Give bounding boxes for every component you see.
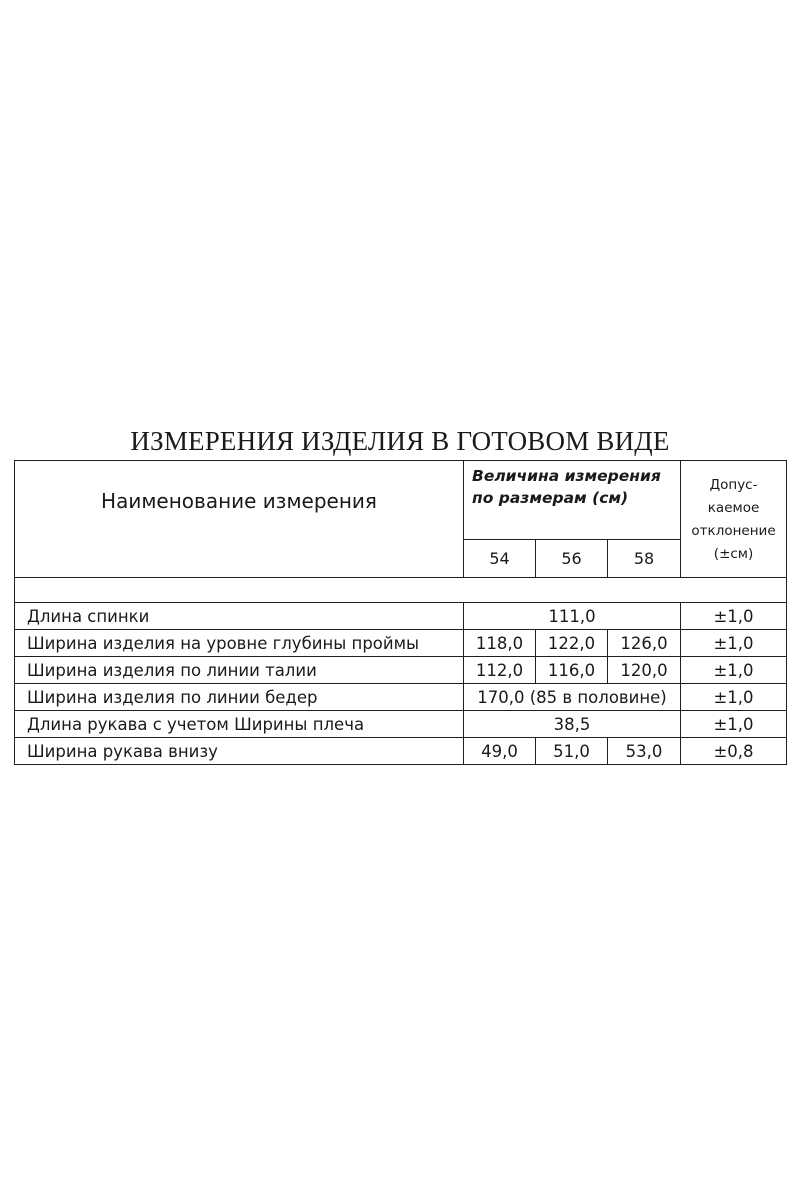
header-sizes: [464, 461, 681, 540]
tolerance-value: ±0,8: [681, 738, 787, 765]
header-sizes-line1: Величина измерения: [472, 467, 661, 485]
measurement-value-58: 53,0: [608, 738, 681, 765]
header-tolerance-line1: Допус-: [709, 477, 758, 493]
measurement-value-58: 120,0: [608, 657, 681, 684]
header-tolerance-line4: (±см): [713, 546, 754, 562]
measurement-name: Ширина рукава внизу: [15, 738, 464, 765]
tolerance-value: ±1,0: [681, 603, 787, 630]
table-row: [15, 630, 787, 657]
measurement-name: Длина рукава с учетом Ширины плеча: [15, 711, 464, 738]
measurement-value-54: 112,0: [464, 657, 536, 684]
header-sizes-line2: по размерам (см): [472, 489, 629, 507]
measurement-value-all-sizes: 38,5: [464, 711, 681, 738]
measurement-value-56: 122,0: [536, 630, 608, 657]
measurements-table: [14, 460, 787, 765]
size-54: 54: [464, 540, 536, 578]
spacer-cell: [15, 578, 787, 603]
measurement-value-54: 49,0: [464, 738, 536, 765]
size-58: 58: [608, 540, 681, 578]
tolerance-value: ±1,0: [681, 684, 787, 711]
tolerance-value: ±1,0: [681, 630, 787, 657]
header-tolerance: [681, 461, 787, 578]
table-row: [15, 738, 787, 765]
measurements-table-body: [15, 461, 787, 765]
spacer-row: [15, 578, 787, 603]
size-56: 56: [536, 540, 608, 578]
table-row: [15, 603, 787, 630]
measurement-value-58: 126,0: [608, 630, 681, 657]
measurement-value-all-sizes: 111,0: [464, 603, 681, 630]
tolerance-value: ±1,0: [681, 711, 787, 738]
measurement-value-54: 118,0: [464, 630, 536, 657]
header-row: [15, 461, 787, 540]
document-title: ИЗМЕРЕНИЯ ИЗДЕЛИЯ В ГОТОВОМ ВИДЕ: [130, 426, 670, 456]
measurement-value-all-sizes: 170,0 (85 в половине): [464, 684, 681, 711]
measurement-name: Ширина изделия по линии талии: [15, 657, 464, 684]
measurement-value-56: 116,0: [536, 657, 608, 684]
tolerance-value: ±1,0: [681, 657, 787, 684]
header-tolerance-line3: отклонение: [691, 523, 776, 539]
measurement-value-56: 51,0: [536, 738, 608, 765]
header-tolerance-line2: каемое: [707, 500, 760, 516]
table-row: [15, 657, 787, 684]
measurement-name: Длина спинки: [15, 603, 464, 630]
header-measurement-name: Наименование измерения: [15, 461, 464, 578]
table-row: [15, 711, 787, 738]
table-row: [15, 684, 787, 711]
measurement-name: Ширина изделия по линии бедер: [15, 684, 464, 711]
measurement-name: Ширина изделия на уровне глубины проймы: [15, 630, 464, 657]
